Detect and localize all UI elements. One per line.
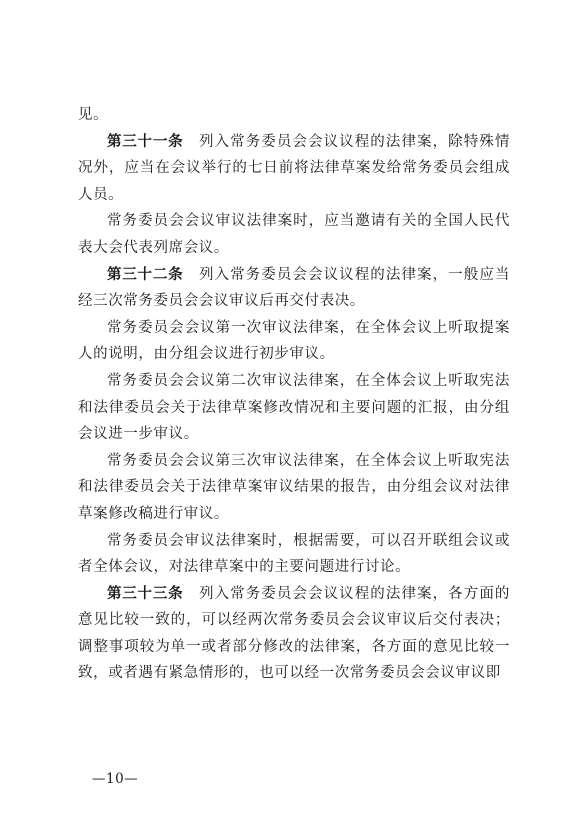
paragraph-continuation: 见。 xyxy=(78,107,109,123)
article-number: 第三十三条 xyxy=(107,585,184,602)
article-number: 第三十二条 xyxy=(107,266,184,283)
paragraph: 常务委员会审议法律案时，根据需要，可以召开联组会议或者全体会议，对法律草案中的主要问题进行讨论。 xyxy=(78,532,510,576)
paragraph: 常务委员会会议审议法律案时，应当邀请有关的全国人民代表大会代表列席会议。 xyxy=(78,213,510,256)
page-number: —10— xyxy=(92,771,139,787)
paragraph-article-31: 第三十一条 列入常务委员会会议议程的法律案，除特殊情况外，应当在会议举行的七日前将法律草案发给常务委员会组成人员。 xyxy=(78,133,511,203)
article-number: 第三十一条 xyxy=(107,133,184,150)
paragraph-article-33: 第三十三条 列入常务委员会会议议程的法律案，各方面的意见比较一致的，可以经两次常务委员会会议审议后交付表决；调整事项较为单一或者部分修改的法律案，各方面的意见比较一致，或者遇有紧急情形的，也可以经一次常务委员会会议审议即 xyxy=(78,585,511,682)
paragraph: 常务委员会会议第三次审议法律案，在全体会议上听取宪法和法律委员会关于法律草案审议结果的报告，由分组会议对法律草案修改稿进行审议。 xyxy=(78,452,510,522)
paragraph-article-32: 第三十二条 列入常务委员会会议议程的法律案，一般应当经三次常务委员会会议审议后再交付表决。 xyxy=(78,266,511,310)
paragraph: 常务委员会会议第一次审议法律案，在全体会议上听取提案人的说明，由分组会议进行初步审议。 xyxy=(78,319,510,363)
body-text xyxy=(78,102,510,687)
paragraph: 常务委员会会议第二次审议法律案，在全体会议上听取宪法和法律委员会关于法律草案修改情况和主要问题的汇报，由分组会议进一步审议。 xyxy=(78,372,510,443)
